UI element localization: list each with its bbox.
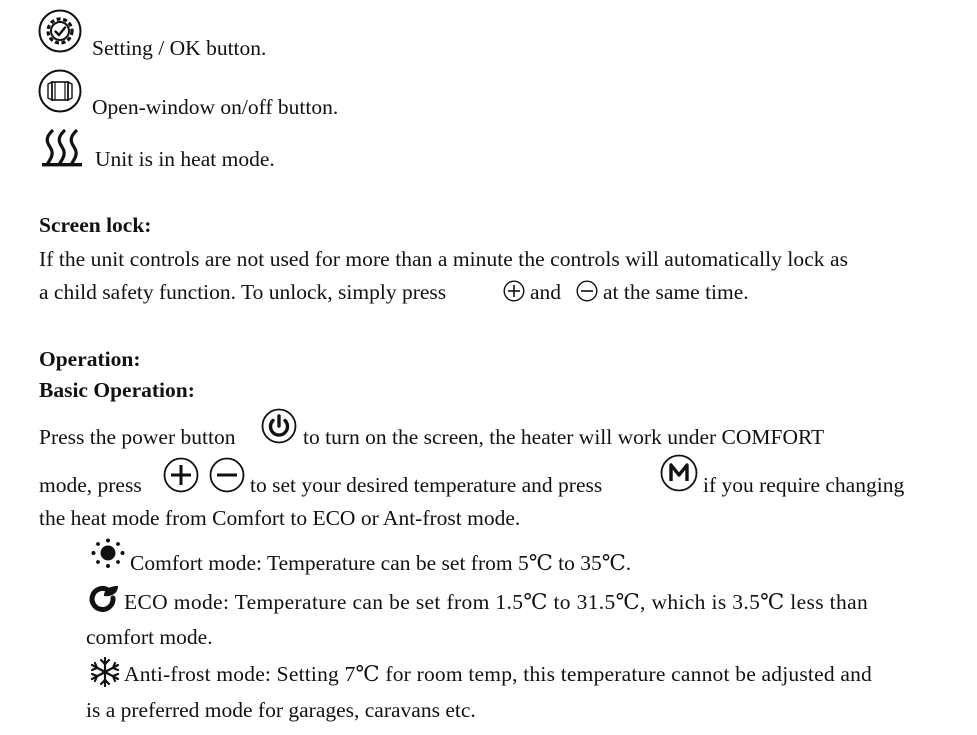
legend-heat-mode-text: Unit is in heat mode. xyxy=(95,147,275,171)
legend-setting-ok-text: Setting / OK button. xyxy=(92,36,267,60)
eco-leaf-icon xyxy=(88,584,120,612)
minus-circle-icon xyxy=(576,280,598,302)
operation-p2-c: if you require changing xyxy=(703,473,905,497)
operation-p1-b: to turn on the screen, the heater will work under COMFORT xyxy=(303,425,825,449)
minus-button-icon xyxy=(209,457,245,493)
eco-mode-text-line2: comfort mode. xyxy=(86,625,213,649)
operation-p3: the heat mode from Comfort to ECO or Ant-frost mode. xyxy=(39,506,521,530)
screen-lock-line2-b: and xyxy=(530,280,562,304)
screen-lock-line2-c: at the same time. xyxy=(603,280,749,304)
legend-open-window-text: Open-window on/off button. xyxy=(92,95,339,119)
basic-operation-heading: Basic Operation: xyxy=(39,378,195,402)
mode-m-icon xyxy=(660,454,698,492)
comfort-mode-text: Comfort mode: Temperature can be set from 5℃ to 35℃. xyxy=(130,551,632,575)
anti-frost-mode-text-line1: Anti-frost mode: Setting 7℃ for room temp, this temperature cannot be adjusted and xyxy=(124,662,872,686)
gear-check-icon xyxy=(38,9,82,53)
operation-p2-a: mode, press xyxy=(39,473,142,497)
screen-lock-heading: Screen lock: xyxy=(39,213,152,237)
power-icon xyxy=(261,408,297,444)
anti-frost-mode-text-line2: is a preferred mode for garages, caravans etc. xyxy=(86,698,476,722)
plus-circle-icon xyxy=(503,280,525,302)
operation-p1-a: Press the power button xyxy=(39,425,236,449)
operation-p2-b: to set your desired temperature and press xyxy=(250,473,603,497)
screen-lock-line1: If the unit controls are not used for more than a minute the controls will automatically lock as xyxy=(39,247,849,271)
open-window-icon xyxy=(38,69,82,113)
eco-mode-text-line1: ECO mode: Temperature can be set from 1.5℃ to 31.5℃, which is 3.5℃ less than xyxy=(124,590,869,614)
comfort-sun-icon xyxy=(89,538,127,570)
operation-heading: Operation: xyxy=(39,347,141,371)
plus-button-icon xyxy=(163,457,199,493)
anti-frost-snowflake-icon xyxy=(88,656,122,688)
screen-lock-line2-a: a child safety function. To unlock, simply press xyxy=(39,280,447,304)
heat-mode-icon xyxy=(40,127,86,169)
